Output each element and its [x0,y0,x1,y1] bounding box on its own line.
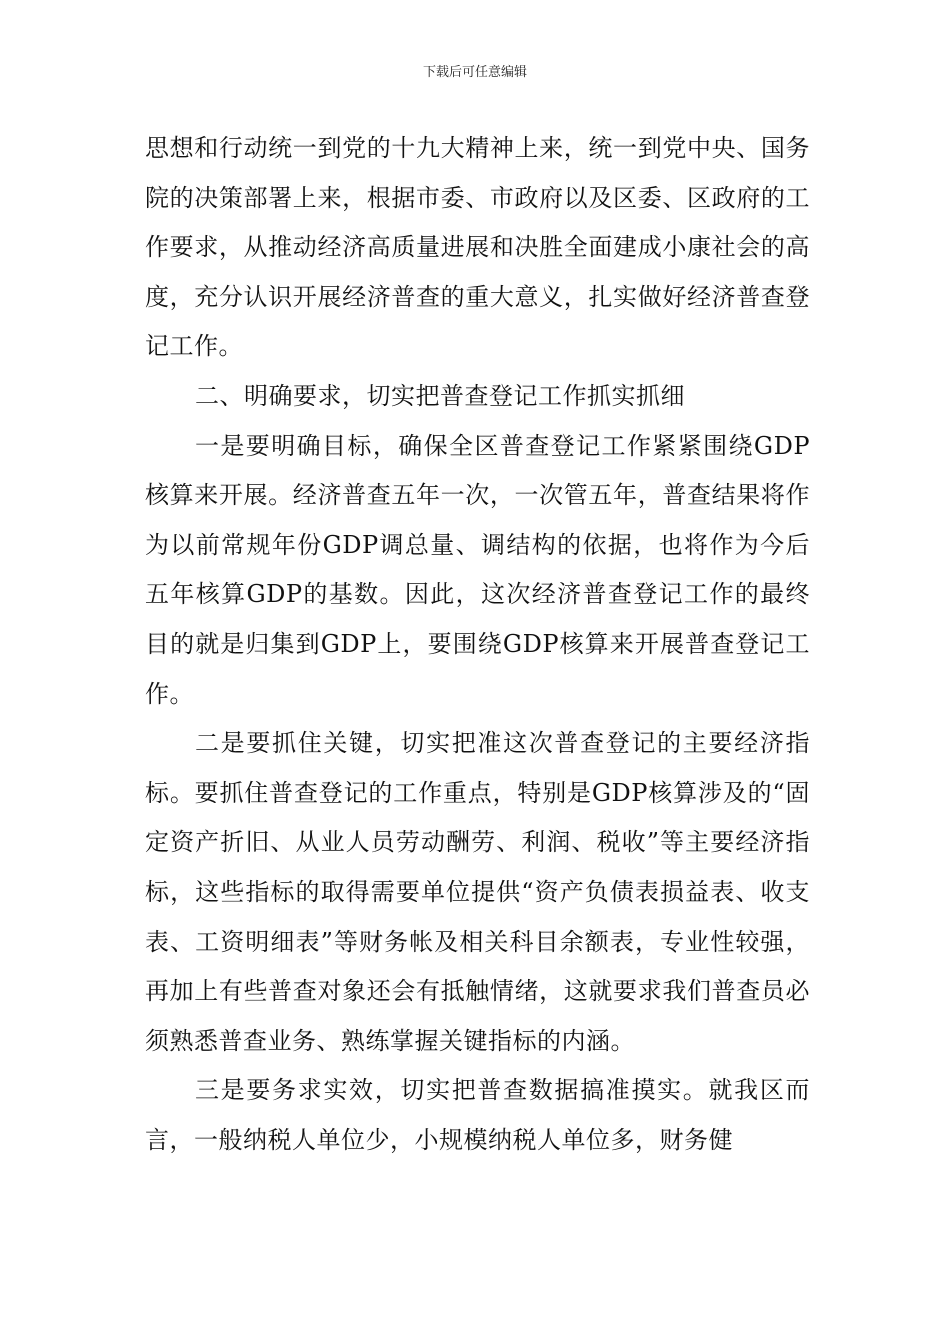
paragraph-key-indicators: 二是要抓住关键，切实把准这次普查登记的主要经济指标。要抓住普查登记的工作重点，特别是GDP核算涉及的“固定资产折旧、从业人员劳动酬劳、利润、税收”等主要经济指标，这些指标的取得需要单位提供“资产负债表损益表、收支表、工资明细表”等财务帐及相关科目余额表，专业性较强，再加上有些普查对象还会有抵触情绪，这就要求我们普查员必须熟悉普查业务、熟练掌握关键指标的内涵。 [145,729,810,1055]
document-body [145,124,810,1165]
paragraph-effectiveness: 三是要务求实效，切实把普查数据搞准摸实。就我区而言，一般纳税人单位少，小规模纳税人单位多，财务健 [145,1076,810,1154]
paragraph-continuation: 思想和行动统一到党的十九大精神上来，统一到党中央、国务院的决策部署上来，根据市委、市政府以及区委、区政府的工作要求，从推动经济高质量进展和决胜全面建成小康社会的高度，充分认识开展经济普查的重大意义，扎实做好经济普查登记工作。 [145,134,810,361]
page-header: 下载后可任意编辑 [422,65,527,80]
section-heading: 二、明确要求，切实把普查登记工作抓实抓细 [195,381,685,410]
paragraph-goal: 一是要明确目标，确保全区普查登记工作紧紧围绕GDP核算来开展。经济普查五年一次，一次管五年，普查结果将作为以前常规年份GDP调总量、调结构的依据，也将作为今后五年核算GDP的基数。因此，这次经济普查登记工作的最终目的就是归集到GDP上，要围绕GDP核算来开展普查登记工作。 [145,431,810,708]
